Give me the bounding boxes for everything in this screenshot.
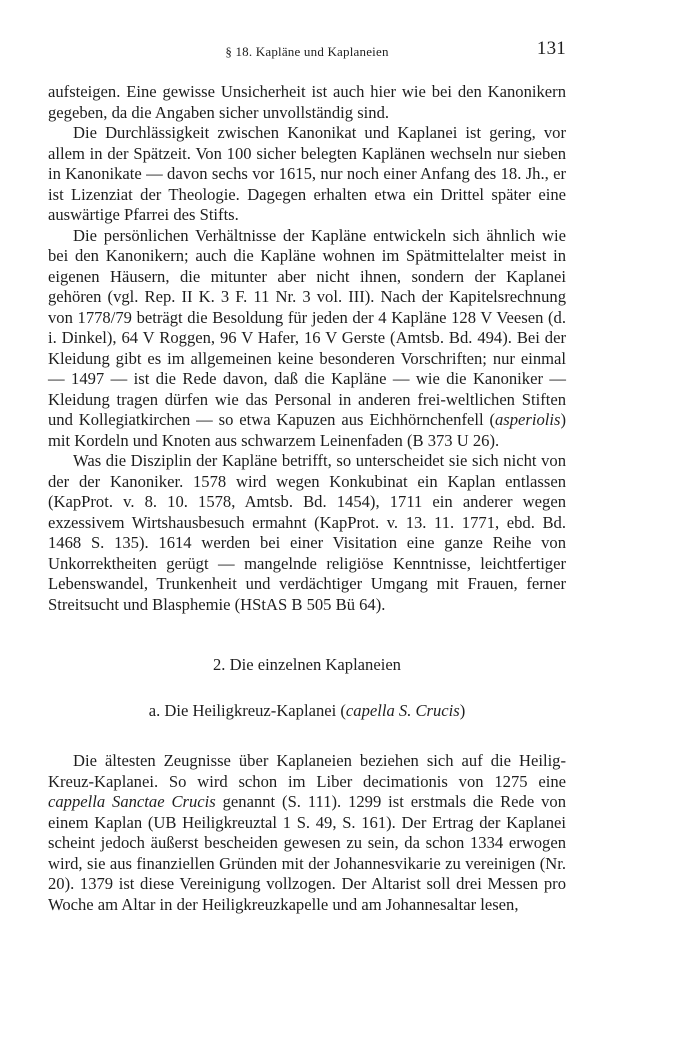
- page-number: 131: [536, 38, 566, 59]
- paragraph-heiligkreuz: [48, 751, 566, 915]
- paragraph-text: Die persönlichen Verhältnisse der Kapläne entwickeln sich ähnlich wie bei den Kanonikern; auch die Kapläne wohnen im Spätmittelalter meist in eigenen Häusern, die mitunter aber nicht ihnen, sondern der Kaplanei gehören (vgl. Rep. II K. 3 F. 11 Nr. 3 vol. III). Nach der Kapitelsrechnung von 1778/79 beträgt die Besoldung für jeden der 4 Kapläne 128 V Veesen (d. i. Dinkel), 64 V Roggen, 96 V Hafer, 16 V Gerste (Amtsb. Bd. 494). Bei der Kleidung gibt es im allgemeinen keine besonderen Vorschriften; nur einmal — 1497 — ist die Rede davon, daß die Kapläne — wie die Kanoniker — Kleidung tragen dürfen wie das Personal in anderen frei-weltlichen Stiften und Kollegiatkirchen — so etwa Kapuzen aus Eichhörnchenfell (: [48, 225, 566, 429]
- section-heading: 2. Die einzelnen Kaplaneien: [213, 655, 401, 674]
- paragraph-text: ) mit Kordeln und Knoten aus schwarzem Leinenfaden (B 373 U 26).: [48, 410, 566, 450]
- paragraph-discipline: Was die Disziplin der Kapläne betrifft, so unterscheidet sie sich nicht von der der Kanoniker. 1578 wird wegen Konkubinat ein Kaplan entlassen (KapProt. v. 8. 10. 1578, Amtsb. Bd. 1454), 1711 ein anderer wegen exzessivem Wirtshausbesuch ermahnt (KapProt. v. 13. 11. 1771, ebd. Bd. 1468 S. 135). 1614 werden bei einer Visitation eine ganze Reihe von Unkorrektheiten gerügt — mangelnde religiöse Kenntnisse, leichtfertiger Lebenswandel, Trunkenheit und verdächtiger Umgang mit Frauen, ferner Streitsucht und Blasphemie (HStAS B 505 Bü 64).: [48, 451, 566, 614]
- paragraph-personal-circumstances: [48, 226, 566, 452]
- paragraph-text: Die ältesten Zeugnisse über Kaplaneien beziehen sich auf die Heilig-Kreuz-Kaplanei. So wird schon im Liber decimationis von 1275 eine: [48, 751, 566, 791]
- subsection-heading-text: a. Die Heiligkreuz-Kaplanei (: [148, 701, 346, 720]
- running-head-title: § 18. Kapläne und Kaplaneien: [225, 44, 389, 59]
- latin-term: asperiolis: [495, 410, 561, 429]
- body-text: [48, 82, 566, 615]
- subsection-body: [48, 751, 566, 915]
- paragraph-permeability: Die Durchlässigkeit zwischen Kanonikat und Kaplanei ist gering, vor allem in der Spätzeit. Von 100 sicher belegten Kaplänen wechseln nur sieben in Kanonikate — davon sechs vor 1615, nur noch einer Anfang des 18. Jh., er ist Lizenziat der Theologie. Dagegen erhalten etwa ein Drittel später eine auswärtige Pfarrei des Stifts.: [48, 123, 566, 224]
- book-page: [48, 38, 566, 915]
- paragraph-continuation: aufsteigen. Eine gewisse Unsicherheit ist auch hier wie bei den Kanonikern gegeben, da die Angaben sicher unvollständig sind.: [48, 82, 566, 122]
- subsection-heading-latin: capella S. Crucis: [345, 701, 460, 720]
- running-head: [48, 38, 566, 64]
- latin-term: cappella Sanctae Crucis: [48, 792, 216, 811]
- subsection-heading-close: ): [459, 701, 466, 720]
- paragraph-text: genannt (S. 111). 1299 ist erstmals die Rede von einem Kaplan (UB Heiligkreuztal 1 S. 49, S. 161). Der Ertrag der Kaplanei scheint jedoch äußerst bescheiden gewesen zu sein, da schon 1334 erwogen wird, sie aus finanziellen Gründen mit der Johannesvikarie zu vereinigen (Nr. 20). 1379 ist diese Vereinigung vollzogen. Der Altarist soll drei Messen pro Woche am Altar in der Heiligkreuzkapelle und am Johannesaltar lesen,: [48, 792, 566, 914]
- subsection-heading: [48, 701, 566, 721]
